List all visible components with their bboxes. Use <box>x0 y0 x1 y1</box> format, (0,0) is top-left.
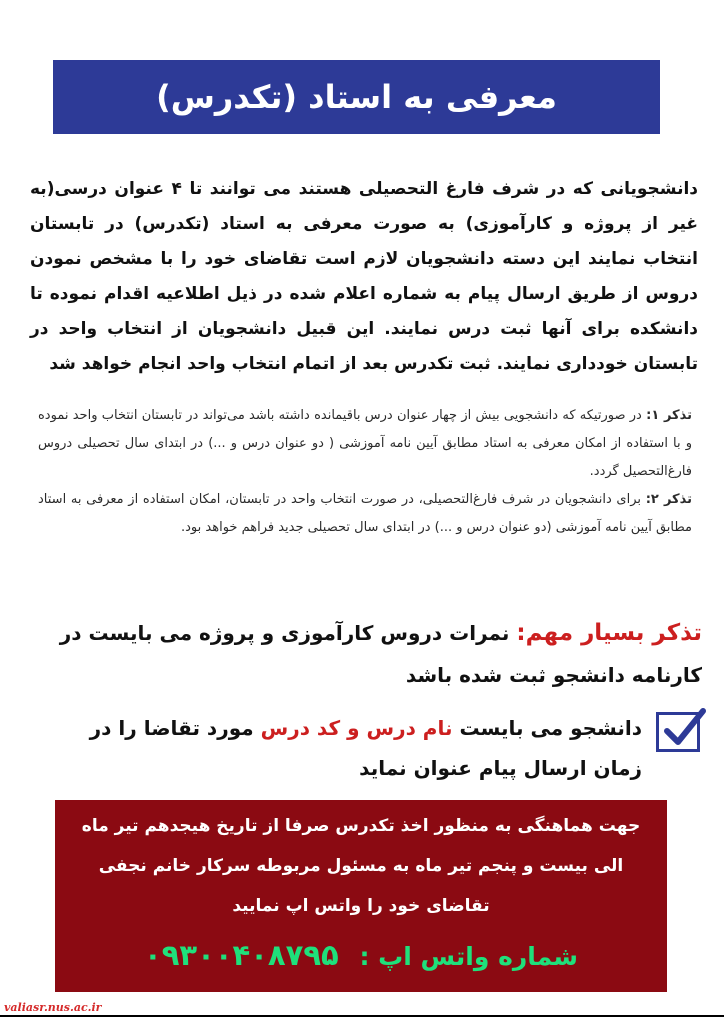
contact-line-1: جهت هماهنگی به منظور اخذ تکدرس صرفا از تاریخ هیجدهم تیر ماه <box>81 816 641 836</box>
footer-divider <box>0 1015 724 1017</box>
note-2 <box>38 486 692 542</box>
checkbox-check-icon <box>661 705 707 751</box>
check-note-text <box>62 708 642 788</box>
important-text: نمرات دروس کارآموزی و پروژه می بایست در کارنامه دانشجو ثبت شده باشد <box>59 621 702 687</box>
important-notice <box>20 612 702 696</box>
contact-line-2: الی بیست و پنجم تیر ماه به مسئول مربوطه سرکار خانم نجفی <box>98 856 624 876</box>
intro-paragraph: دانشجویانی که در شرف فارغ التحصیلی هستند می توانند تا ۴ عنوان درسی(به غیر از پروژه و کارآموزی) به صورت معرفی به استاد (تکدرس) در تابستان انتخاب نمایند این دسته دانشجویان لازم است تقاضای خود را با مشخص نمودن دروس از طریق ارسال پیام به شماره اعلام شده در ذیل اطلاعیه اقدام نموده تا دانشکده برای آنها ثبت درس نمایند. این قبیل دانشجویان از انتخاب واحد در تابستان خودداری نمایند. ثبت تکدرس بعد از اتمام انتخاب واحد انجام خواهد شد <box>30 179 699 374</box>
notes-section <box>38 402 692 542</box>
note-1 <box>38 402 692 486</box>
phone-number[interactable]: ۰۹۳۰۰۴۰۸۷۹۵ <box>144 938 339 972</box>
contact-line-3: تقاضای خود را واتس اپ نمایید <box>232 896 490 916</box>
check-note-highlight: نام درس و کد درس <box>260 716 453 740</box>
note-2-label: تذکر ۲: <box>645 492 692 507</box>
checkbox <box>656 712 700 752</box>
check-note-after: مورد تقاضا را در زمان ارسال پیام عنوان نماید <box>89 716 642 780</box>
footer-url[interactable]: valiasr.nus.ac.ir <box>4 1001 102 1014</box>
check-note-before: دانشجو می بایست <box>459 716 642 740</box>
note-1-text: در صورتیکه که دانشجویی بیش از چهار عنوان درس باقیمانده داشته باشد می‌تواند در تابستان انتخاب واحد نموده و با استفاده از امکان معرفی به استاد مطابق آیین نامه آموزشی ( دو عنوان درس و ...) در ابتدای سال تحصیلی دروس فارغ‌التحصیل گردد. <box>38 408 692 479</box>
important-label: تذکر بسیار مهم: <box>516 620 702 646</box>
phone-label: شماره واتس اپ : <box>359 942 578 971</box>
note-2-text: برای دانشجویان در شرف فارغ‌التحصیلی، در صورت انتخاب واحد در تابستان، امکان استفاده از معرفی به استاد مطابق آیین نامه آموزشی (دو عنوان درس و ...) در ابتدای سال تحصیلی جدید فراهم خواهد بود. <box>38 492 692 535</box>
contact-box <box>55 800 667 992</box>
whatsapp-phone <box>55 938 667 972</box>
title-banner <box>53 60 660 134</box>
page-title: معرفی به استاد (تکدرس) <box>156 78 557 116</box>
note-1-label: تذکر ۱: <box>646 408 692 423</box>
